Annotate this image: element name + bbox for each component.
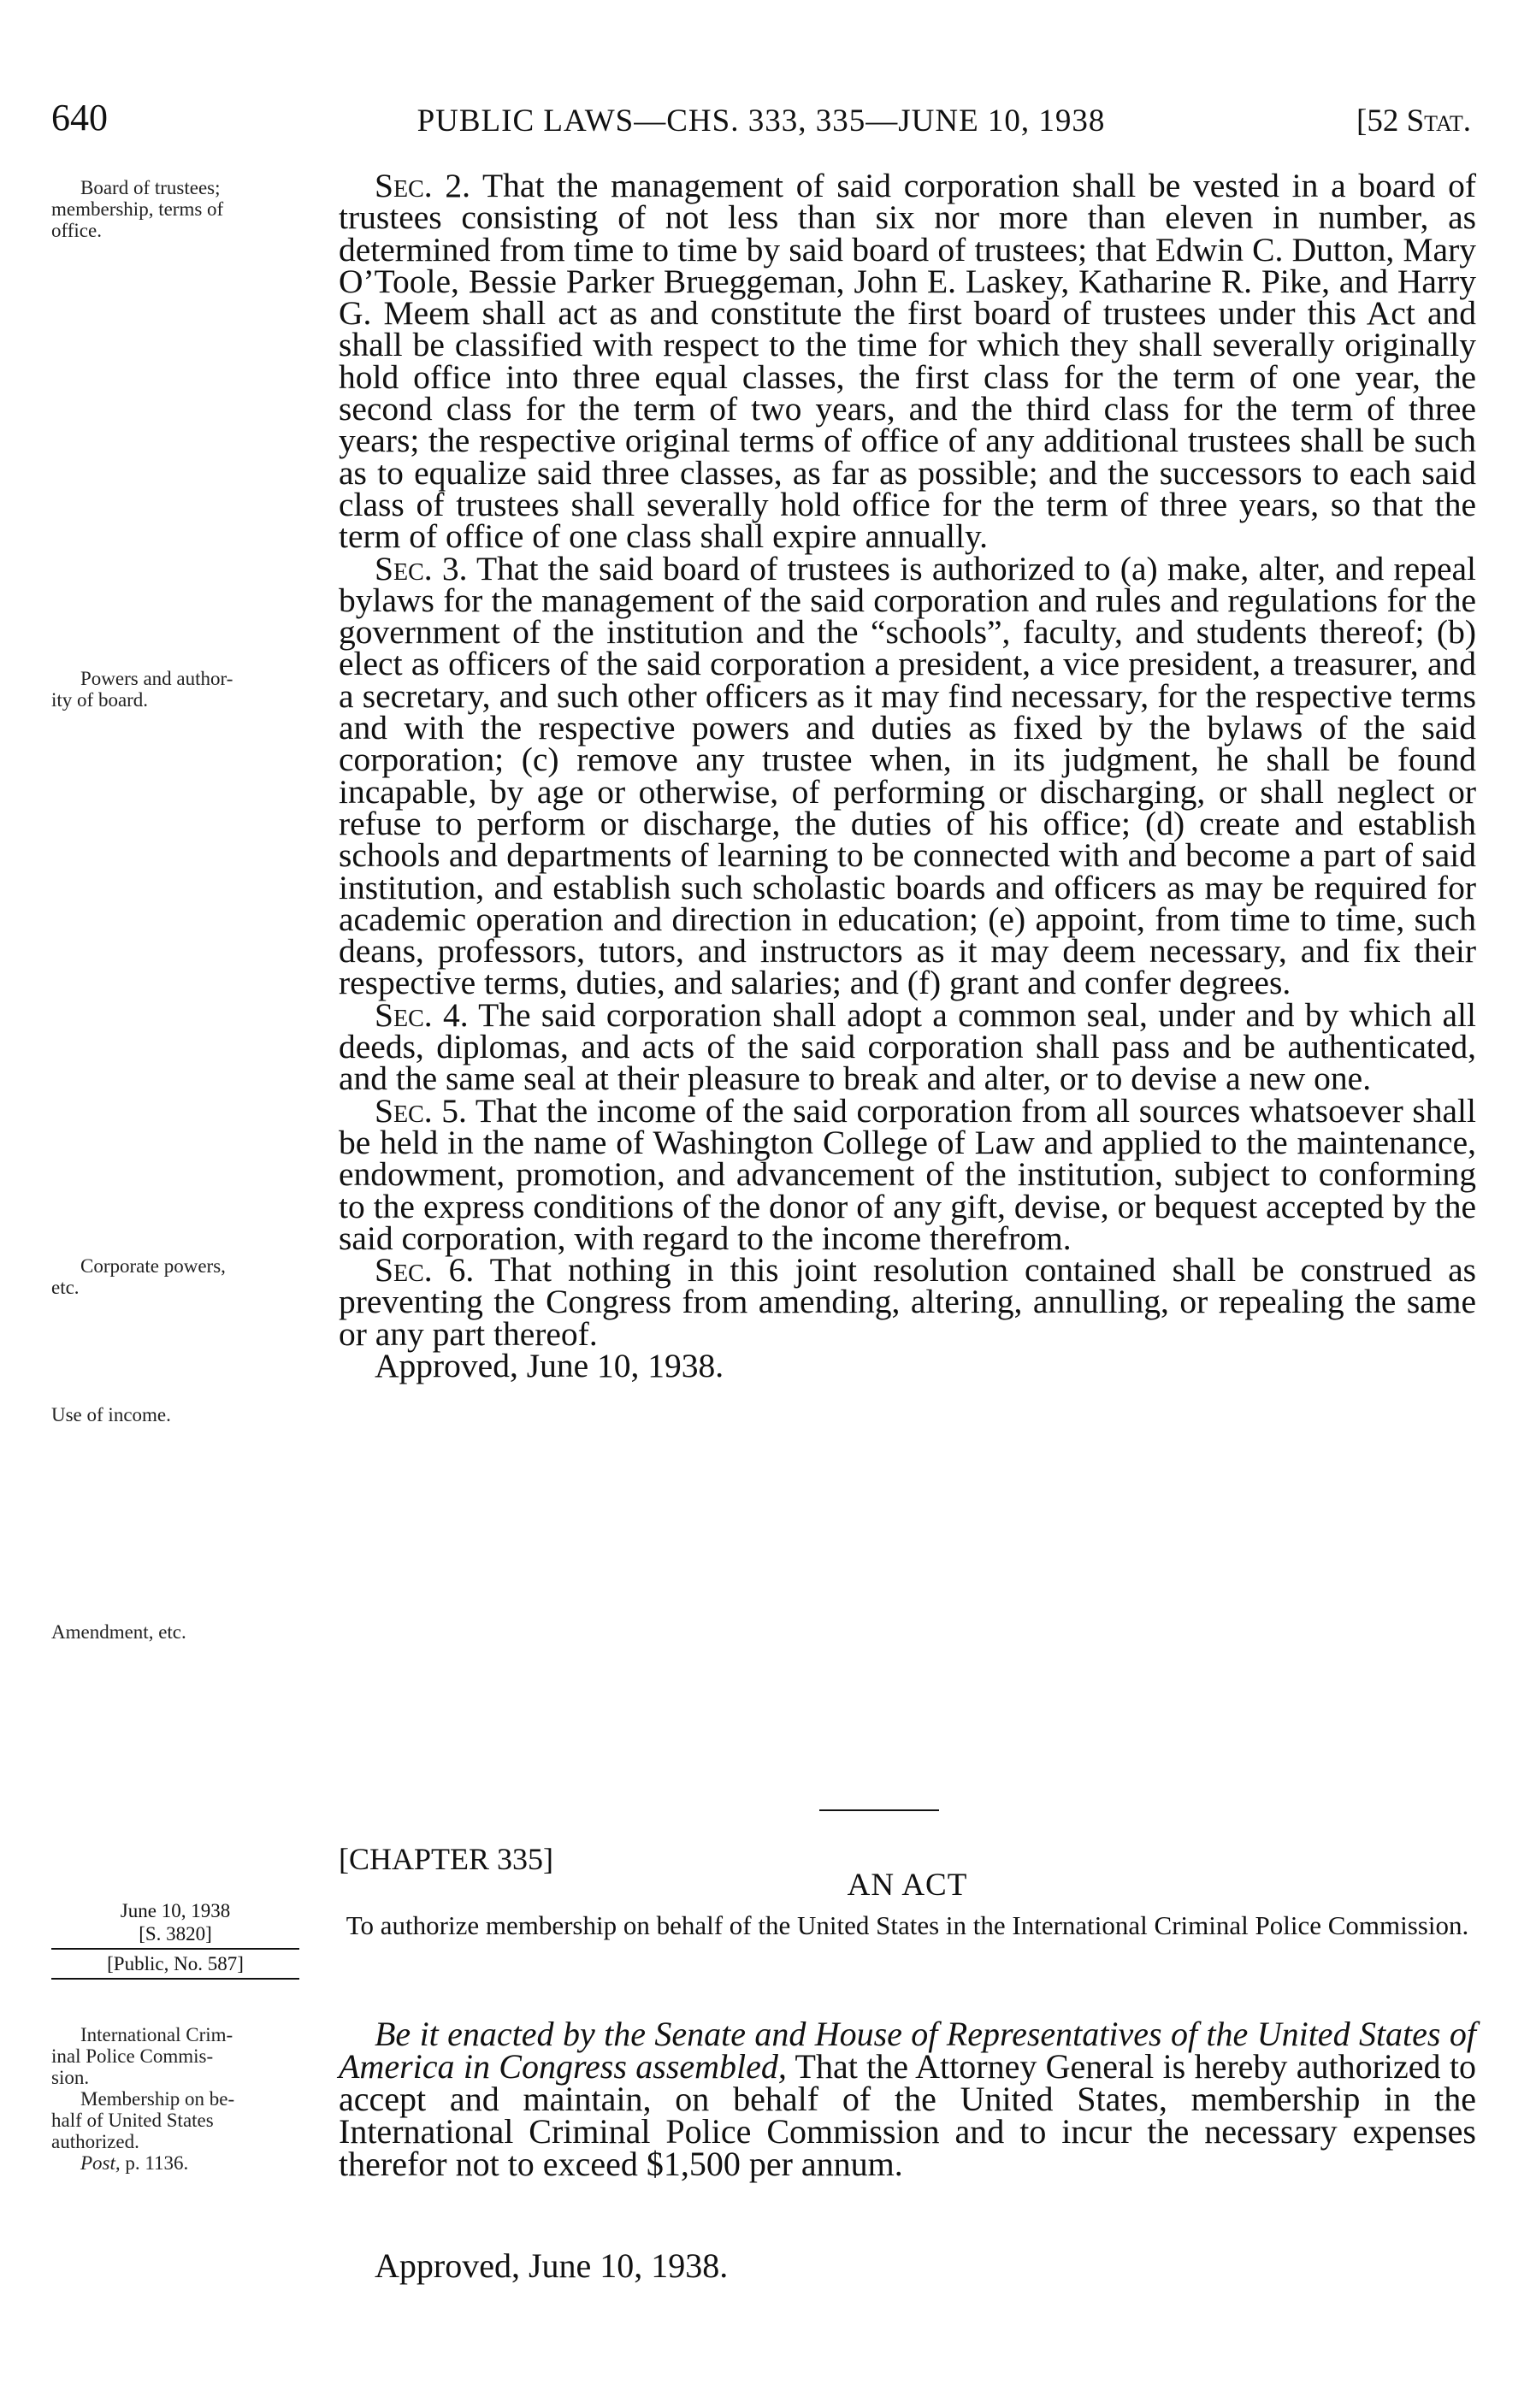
enactment-info	[51, 1899, 299, 1980]
margin-line: inal Police Commis-	[51, 2045, 214, 2067]
margin-line: sion.	[51, 2067, 90, 2088]
section-3	[339, 549, 1476, 1002]
section-label: Sec. 3.	[375, 549, 468, 587]
enactment-rule	[51, 1948, 299, 1950]
page-header	[51, 96, 1471, 139]
act-provision: That the Attorney General is hereby authorized to accept and maintain, on behalf of the United States, membership in the International Criminal Police Commission and to incur the necessary expenses therefor not to exceed $1,500 per annum.	[339, 2047, 1476, 2183]
resolution-body	[339, 167, 1477, 1384]
page-number: 640	[51, 97, 108, 139]
margin-line: ity of board.	[51, 689, 149, 711]
volume-reference	[1356, 103, 1471, 139]
section-4	[339, 995, 1476, 1098]
post-label: Post,	[80, 2152, 121, 2174]
section-text: That nothing in this joint resolution contained shall be construed as preventing the Congress from amending, altering, annulling, or repealing the same or any part thereof.	[339, 1251, 1477, 1353]
section-text: That the income of the said corporation from all sources whatsoever shall be held in the name of Washington College of Law and applied to the maintenance, endowment, promotion, and advancement of the institution, subject to conforming to the express conditions of the donor of any gift, devise, or bequest accepted by the said corporation, with regard to the income therefrom.	[339, 1091, 1476, 1257]
margin-line: Powers and author-	[80, 668, 233, 689]
post-page: p. 1136.	[120, 2152, 189, 2174]
enacting-clause: Be it enacted by the Senate and House of Representatives of the United States of America in Congress assembled,	[339, 2015, 1476, 2086]
margin-line: etc.	[51, 1277, 80, 1298]
section-label: Sec. 5.	[375, 1091, 467, 1130]
enactment-rule-bottom	[51, 1978, 299, 1980]
approval-line-1: Approved, June 10, 1938.	[375, 1346, 724, 1384]
margin-note-board-of-trustees	[51, 177, 316, 241]
act-text	[339, 2015, 1476, 2183]
section-label: Sec. 2.	[375, 167, 470, 204]
section-5	[339, 1091, 1476, 1257]
volume-label: [52 Stat.	[1356, 103, 1471, 139]
act-body	[339, 2015, 1476, 2183]
post-reference	[51, 2152, 316, 2174]
margin-line: Corporate powers,	[80, 1255, 226, 1277]
enactment-date: June 10, 1938	[120, 1900, 231, 1921]
margin-note-income	[51, 1404, 316, 1425]
chapter-heading: [CHAPTER 335]	[339, 1842, 553, 1876]
section-label: Sec. 6.	[375, 1251, 475, 1290]
an-act-heading: AN ACT	[847, 1868, 968, 1903]
section-text: That the said board of trustees is authorized to (a) make, alter, and repeal bylaws for the management of the said corporation and rules and regulations for the government of the institution and the “schools”, faculty, and students thereof; (b) elect as officers of the said corporation a president, a vice president, a treasurer, and a secretary, and such other officers as it may find necessary, for the respective terms and with the respective powers and duties as fixed by the bylaws of the said corporation; (c) remove any trustee when, in its judgment, he shall be found incapable, by age or otherwise, of performing or discharging, or shall neglect or refuse to perform or discharge, the duties of his office; (d) create and establish schools and departments of learning to be connected with and become a part of said institution, and establish such scholastic boards and officers as may be required for academic operation and direction in education; (e) appoint, from time to time, such deans, professors, tutors, and instructors as it may deem necessary, and fix their respective terms, duties, and salaries; and (f) grant and confer degrees.	[339, 549, 1476, 1002]
section-text: That the management of said corporation shall be vested in a board of trustees consisting of not less than six nor more than eleven in number, as determined from time to time by said board of trustees; that Edwin C. Dutton, Mary O’Toole, Bessie Parker Brueggeman, John E. Laskey, Katharine R. Pike, and Harry G. Meem shall act as and constitute the first board of trustees under this Act and shall be classified with respect to the time for which they shall severally originally hold office into three equal classes, the first class for the term of one year, the second class for the term of two years, and the third class for the term of three years; the respective original terms of office of any additional trustees shall be such as to equalize said three classes, as far as possible; and the successors to each said class of trustees shall severally hold office for the term of three years, so that the term of office of one class shall expire annually.	[339, 167, 1476, 556]
margin-line: half of United States	[51, 2110, 214, 2131]
chapter-separator-rule	[819, 1809, 939, 1811]
margin-note-amendment	[51, 1621, 316, 1643]
margin-line: membership, terms of	[51, 198, 224, 220]
margin-note-corporate	[51, 1255, 316, 1298]
bill-number: [S. 3820]	[139, 1923, 212, 1945]
act-title: To authorize membership on behalf of the United States in the International Criminal Police Commission.	[346, 1910, 1469, 1940]
margin-line: Membership on be-	[80, 2088, 235, 2110]
section-6	[339, 1251, 1477, 1353]
section-2	[339, 167, 1476, 556]
section-label: Sec. 4.	[375, 995, 469, 1034]
margin-line: International Crim-	[80, 2024, 233, 2045]
margin-line: authorized.	[51, 2131, 139, 2152]
margin-line: Amendment, etc.	[51, 1621, 186, 1643]
margin-line: Board of trustees;	[80, 177, 221, 198]
margin-line: office.	[51, 220, 102, 241]
public-law-number: [Public, No. 587]	[107, 1953, 244, 1974]
approval-line-2: Approved, June 10, 1938.	[375, 2246, 729, 2285]
running-title: PUBLIC LAWS—CHS. 333, 335—JUNE 10, 1938	[416, 103, 1106, 139]
margin-note-powers	[51, 668, 316, 711]
section-text: The said corporation shall adopt a common seal, under and by which all deeds, diplomas, and acts of the said corporation shall pass and be authenticated, and the same seal at their pleasure to break and alter, or to devise a new one.	[339, 995, 1476, 1098]
margin-note-commission	[51, 2024, 316, 2174]
margin-line: Use of income.	[51, 1404, 171, 1425]
